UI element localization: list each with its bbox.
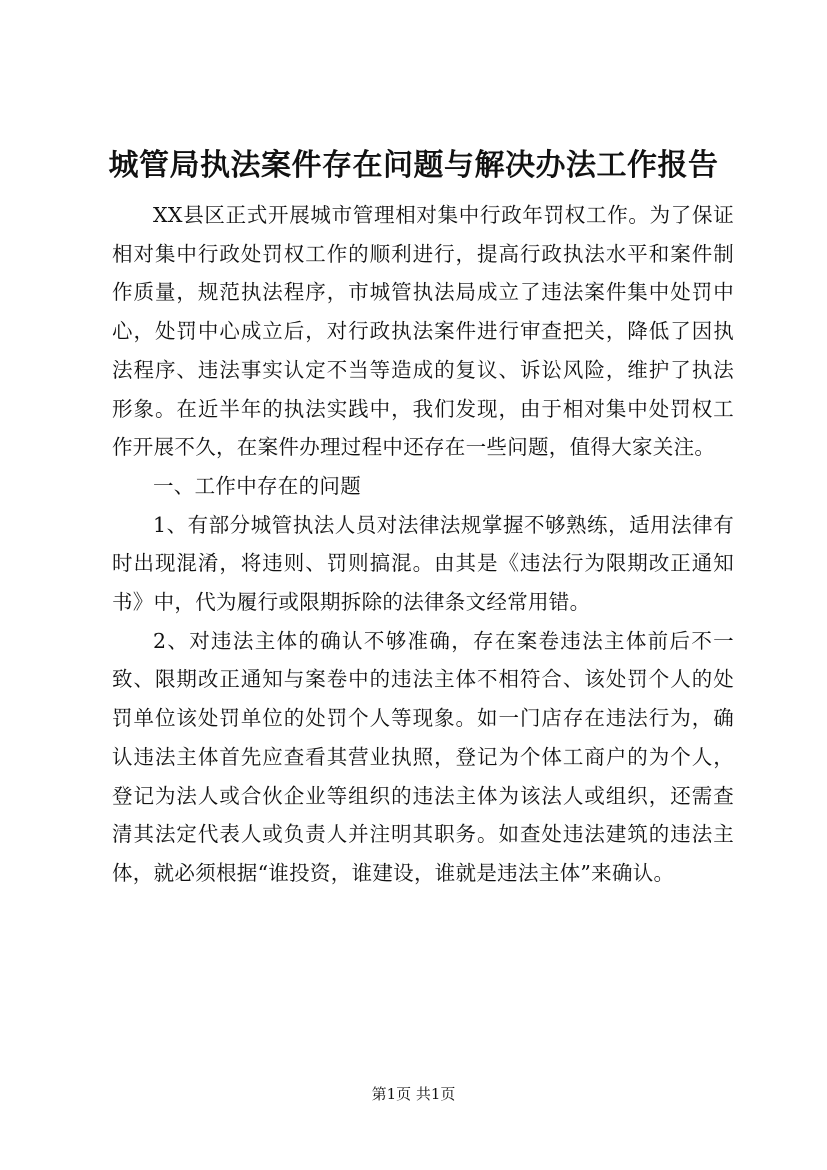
paragraph-item-2: 2、对违法主体的确认不够准确，存在案卷违法主体前后不一致、限期改正通知与案卷中的违法主体不相符合、该处罚个人的处罚单位该处罚单位的处罚个人等现象。如一门店存在违法行为，确认违法主体首先应查看其营业执照，登记为个体工商户的为个人，登记为法人或合伙企业等组织的违法主体为该法人或组织，还需查清其法定代表人或负责人并注明其职务。如查处违法建筑的违法主体，就必须根据“谁投资，谁建设，谁就是违法主体”来确认。 xyxy=(112,628,734,885)
page-number-footer: 第1页 共1页 xyxy=(371,1085,456,1103)
section-heading-problems: 一、工作中存在的问题 xyxy=(153,473,361,498)
document-title: 城管局执法案件存在问题与解决办法工作报告 xyxy=(108,148,719,183)
paragraph-item-1: 1、有部分城管执法人员对法律法规掌握不够熟练，适用法律有时出现混淆，将违则、罚则搞混。由其是《违法行为限期改正通知书》中，代为履行或限期拆除的法律条文经常用错。 xyxy=(112,512,734,615)
paragraph-intro: XX县区正式开展城市管理相对集中行政年罚权工作。为了保证相对集中行政处罚权工作的顺利进行，提高行政执法水平和案件制作质量，规范执法程序，市城管执法局成立了违法案件集中处罚中心，处罚中心成立后，对行政执法案件进行审查把关，降低了因执法程序、违法事实认定不当等造成的复议、诉讼风险，维护了执法形象。在近半年的执法实践中，我们发现，由于相对集中处罚权工作开展不久，在案件办理过程中还存在一些问题，值得大家关注。 xyxy=(112,203,734,460)
document-body xyxy=(112,196,734,893)
